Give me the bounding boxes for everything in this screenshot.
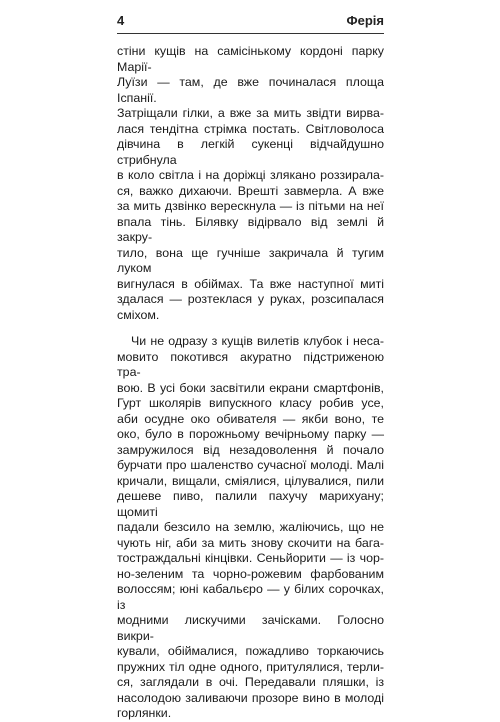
text-line: око, було в порожньому вечірньому парку —	[117, 427, 384, 441]
text-line: насолодою заливаючи прозоре вино в молоді	[117, 690, 384, 705]
text-line: Затріщали гілки, а вже за мить звідти вирва-	[117, 106, 384, 120]
text-line: стіни кущів на самісінькому кордоні парку Марії-	[117, 44, 384, 74]
text-line: вигнулася в обіймах. Та вже наступної миті	[117, 276, 384, 291]
text-line: замружилося від незадоволення й почало	[117, 442, 384, 457]
text-line: ся, заглядали в очі. Передавали пляшки, із	[117, 675, 384, 689]
text-line: в коло світла і на доріжці злякано роззирала-	[117, 168, 384, 182]
text-line: мовито покотився акуратно підстриженою тра-	[117, 349, 384, 379]
text-line: аби осудне око обивателя — якби воно, те	[117, 411, 384, 426]
text-line: бурчати про шаленство сучасної молоді. Малі	[117, 458, 384, 472]
text-line: Гурт школярів випускного класу робив усе,	[117, 396, 384, 410]
text-line: вою. В усі боки засвітили екрани смартфонів,	[117, 380, 384, 395]
text-line: волоссям; юні кабальєро — у білих сорочках, із	[117, 582, 384, 612]
page-body	[117, 44, 384, 722]
page-number: 4	[117, 13, 125, 28]
text-line: дівчина в легкій сукенці відчайдушно стрибнула	[117, 137, 384, 167]
text-line: тило, вона ще гучніше закричала й тугим луком	[117, 245, 384, 275]
text-line: пружних тіл одне одного, притулялися, терли-	[117, 659, 384, 674]
running-title: Ферія	[346, 13, 384, 28]
text-line: за мить дзвінко верескнула — із пітьми на неї	[117, 199, 384, 213]
text-line: ся, важко дихаючи. Врешті завмерла. А вже	[117, 183, 384, 198]
text-line: Чи не одразу з кущів вилетів клубок і неса-	[131, 334, 384, 348]
text-line: чують ніг, аби за мить знову скочити на бага-	[117, 535, 384, 550]
text-line: лася тендітна стрімка постать. Світловолоса	[117, 121, 384, 136]
paragraph-1	[117, 44, 384, 323]
page-header	[117, 13, 384, 33]
text-line: кували, обіймалися, пожадливо торкаючись	[117, 644, 384, 658]
text-line: Луїзи — там, де вже починалася площа Іспанії.	[117, 75, 384, 105]
text-line: горлянки.	[117, 706, 172, 720]
text-line: модними лискучими зачісками. Голосно викри-	[117, 613, 384, 643]
text-line: впала тінь. Білявку відірвало від землі й закру-	[117, 214, 384, 244]
text-line: но-зеленим та чорно-рожевим фарбованим	[117, 566, 384, 581]
paragraph-2	[117, 334, 384, 722]
text-line: сміхом.	[117, 307, 160, 322]
text-line: тостраждальні кінцівки. Сеньйорити — із чор-	[117, 551, 384, 565]
text-line: дешеве пиво, палили пахучу марихуану; щомиті	[117, 489, 384, 519]
header-rule	[117, 33, 384, 34]
text-line: падали безсило на землю, жаліючись, що не	[117, 520, 384, 534]
text-line: кричали, вищали, сміялися, цілувалися, пили	[117, 473, 384, 488]
text-line: здалася — розтеклася у руках, розсипалася	[117, 292, 384, 306]
paragraph-gap	[117, 323, 384, 334]
